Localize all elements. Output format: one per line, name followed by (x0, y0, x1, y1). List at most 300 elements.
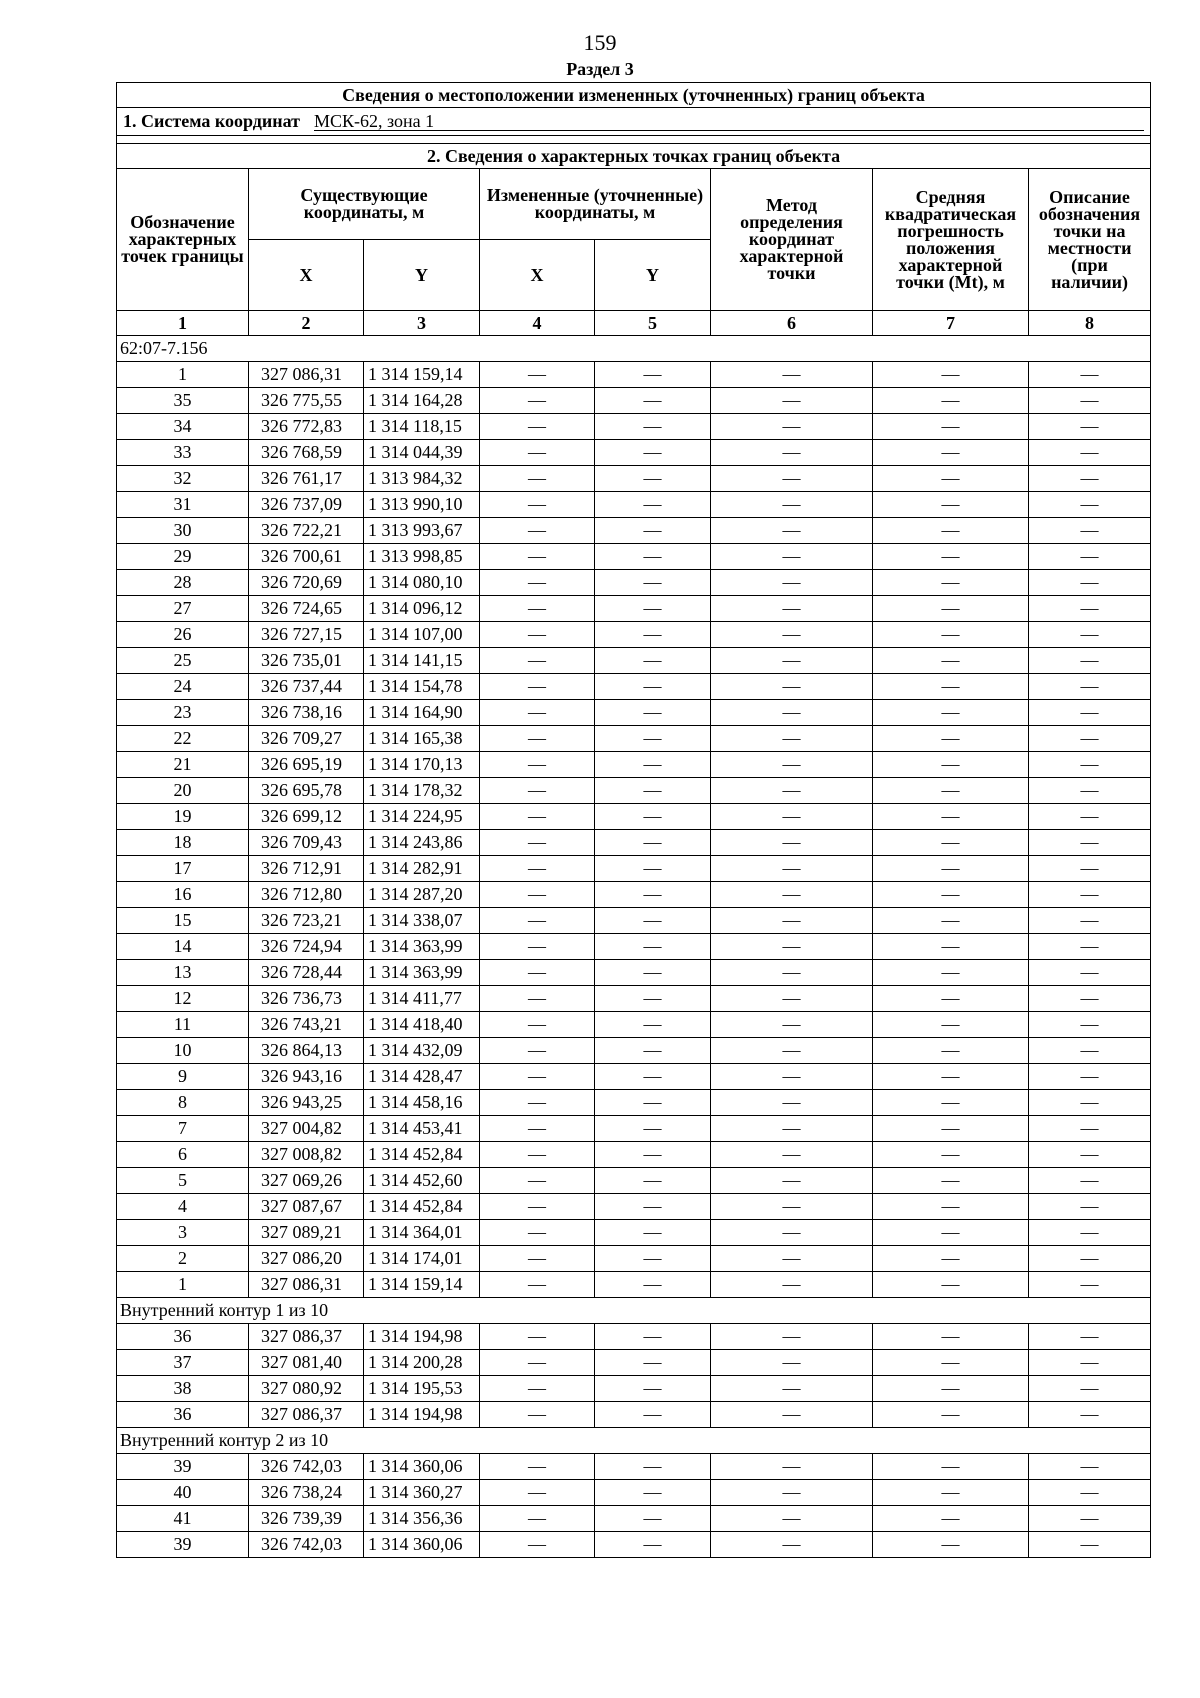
changed-y: — (595, 804, 711, 830)
existing-x: 326 700,61 (249, 544, 364, 570)
changed-x: — (480, 1402, 595, 1428)
description: — (1029, 726, 1151, 752)
existing-x: 326 712,80 (249, 882, 364, 908)
changed-x: — (480, 1246, 595, 1272)
point-id: 37 (117, 1350, 249, 1376)
description: — (1029, 700, 1151, 726)
point-id: 34 (117, 414, 249, 440)
table-row (117, 492, 1151, 518)
existing-y: 1 314 411,77 (364, 986, 480, 1012)
description: — (1029, 1376, 1151, 1402)
point-id: 12 (117, 986, 249, 1012)
table-row (117, 414, 1151, 440)
method: — (711, 466, 873, 492)
table-row (117, 596, 1151, 622)
points-title: 2. Сведения о характерных точках границ объекта (117, 144, 1151, 169)
changed-y: — (595, 1350, 711, 1376)
error-mt: — (873, 856, 1029, 882)
point-id: 26 (117, 622, 249, 648)
changed-y: — (595, 1506, 711, 1532)
point-id: 39 (117, 1454, 249, 1480)
existing-x: 326 943,16 (249, 1064, 364, 1090)
method: — (711, 1038, 873, 1064)
section-title: Раздел 3 (566, 59, 634, 79)
header-changed-x: X (480, 240, 595, 311)
changed-x: — (480, 1480, 595, 1506)
existing-x: 326 720,69 (249, 570, 364, 596)
existing-y: 1 313 984,32 (364, 466, 480, 492)
changed-y: — (595, 466, 711, 492)
changed-y: — (595, 388, 711, 414)
method: — (711, 700, 873, 726)
changed-x: — (480, 466, 595, 492)
error-mt: — (873, 908, 1029, 934)
error-mt: — (873, 1116, 1029, 1142)
changed-y: — (595, 648, 711, 674)
existing-y: 1 314 044,39 (364, 440, 480, 466)
error-mt: — (873, 752, 1029, 778)
existing-x: 326 722,21 (249, 518, 364, 544)
point-id: 7 (117, 1116, 249, 1142)
changed-x: — (480, 414, 595, 440)
column-numbers-row (117, 311, 1151, 336)
column-number: 1 (117, 311, 249, 336)
method: — (711, 1012, 873, 1038)
description: — (1029, 1116, 1151, 1142)
point-id: 17 (117, 856, 249, 882)
table-row (117, 388, 1151, 414)
table-row (117, 1064, 1151, 1090)
table-row (117, 804, 1151, 830)
changed-y: — (595, 1090, 711, 1116)
method: — (711, 1376, 873, 1402)
point-id: 8 (117, 1090, 249, 1116)
existing-x: 327 086,31 (249, 362, 364, 388)
existing-x: 326 712,91 (249, 856, 364, 882)
changed-x: — (480, 1506, 595, 1532)
method: — (711, 908, 873, 934)
point-id: 28 (117, 570, 249, 596)
existing-x: 326 738,16 (249, 700, 364, 726)
header-changed: Измененные (уточненные) координаты, м (480, 169, 711, 240)
error-mt: — (873, 570, 1029, 596)
error-mt: — (873, 1246, 1029, 1272)
point-id: 2 (117, 1246, 249, 1272)
point-id: 11 (117, 1012, 249, 1038)
column-number: 3 (364, 311, 480, 336)
error-mt: — (873, 362, 1029, 388)
point-id: 23 (117, 700, 249, 726)
changed-y: — (595, 882, 711, 908)
changed-x: — (480, 1168, 595, 1194)
point-id: 6 (117, 1142, 249, 1168)
existing-x: 327 069,26 (249, 1168, 364, 1194)
point-id: 38 (117, 1376, 249, 1402)
existing-x: 326 736,73 (249, 986, 364, 1012)
error-mt: — (873, 1168, 1029, 1194)
error-mt: — (873, 1454, 1029, 1480)
existing-x: 327 089,21 (249, 1220, 364, 1246)
point-id: 41 (117, 1506, 249, 1532)
changed-x: — (480, 1038, 595, 1064)
table-row (117, 1168, 1151, 1194)
description: — (1029, 570, 1151, 596)
changed-x: — (480, 1064, 595, 1090)
changed-y: — (595, 1480, 711, 1506)
error-mt: — (873, 1012, 1029, 1038)
method: — (711, 596, 873, 622)
error-mt: — (873, 596, 1029, 622)
error-mt: — (873, 1506, 1029, 1532)
changed-x: — (480, 726, 595, 752)
table-row (117, 1402, 1151, 1428)
existing-x: 327 081,40 (249, 1350, 364, 1376)
error-mt: — (873, 960, 1029, 986)
table-row (117, 1532, 1151, 1558)
point-id: 27 (117, 596, 249, 622)
changed-y: — (595, 1402, 711, 1428)
table-row (117, 1272, 1151, 1298)
changed-x: — (480, 1220, 595, 1246)
header-error: Средняя квадратическая погрешность положения характерной точки (Mt), м (873, 169, 1029, 311)
method: — (711, 1116, 873, 1142)
existing-y: 1 314 360,06 (364, 1532, 480, 1558)
error-mt: — (873, 414, 1029, 440)
changed-y: — (595, 596, 711, 622)
table-row (117, 622, 1151, 648)
existing-x: 326 724,65 (249, 596, 364, 622)
existing-x: 327 086,20 (249, 1246, 364, 1272)
table-row (117, 700, 1151, 726)
changed-x: — (480, 544, 595, 570)
description: — (1029, 1012, 1151, 1038)
existing-y: 1 314 282,91 (364, 856, 480, 882)
error-mt: — (873, 648, 1029, 674)
changed-y: — (595, 518, 711, 544)
error-mt: — (873, 466, 1029, 492)
method: — (711, 1194, 873, 1220)
existing-x: 327 086,31 (249, 1272, 364, 1298)
method: — (711, 1402, 873, 1428)
group-row (117, 1428, 1151, 1454)
existing-y: 1 314 107,00 (364, 622, 480, 648)
existing-x: 326 724,94 (249, 934, 364, 960)
method: — (711, 674, 873, 700)
method: — (711, 440, 873, 466)
column-number: 5 (595, 311, 711, 336)
existing-y: 1 314 195,53 (364, 1376, 480, 1402)
existing-y: 1 314 164,28 (364, 388, 480, 414)
changed-y: — (595, 1272, 711, 1298)
group-row (117, 336, 1151, 362)
method: — (711, 570, 873, 596)
existing-y: 1 313 993,67 (364, 518, 480, 544)
changed-x: — (480, 648, 595, 674)
changed-y: — (595, 934, 711, 960)
error-mt: — (873, 1324, 1029, 1350)
existing-x: 326 727,15 (249, 622, 364, 648)
description: — (1029, 1064, 1151, 1090)
method: — (711, 1246, 873, 1272)
changed-y: — (595, 856, 711, 882)
error-mt: — (873, 1402, 1029, 1428)
changed-y: — (595, 726, 711, 752)
existing-y: 1 314 287,20 (364, 882, 480, 908)
changed-x: — (480, 674, 595, 700)
changed-x: — (480, 1454, 595, 1480)
changed-y: — (595, 830, 711, 856)
error-mt: — (873, 388, 1029, 414)
changed-y: — (595, 1376, 711, 1402)
method: — (711, 1454, 873, 1480)
changed-y: — (595, 1038, 711, 1064)
error-mt: — (873, 934, 1029, 960)
changed-x: — (480, 778, 595, 804)
method: — (711, 388, 873, 414)
existing-y: 1 314 154,78 (364, 674, 480, 700)
header-designation: Обозначение характерных точек границы (117, 169, 249, 311)
header-existing-y: Y (364, 240, 480, 311)
table-row (117, 856, 1151, 882)
changed-y: — (595, 752, 711, 778)
changed-x: — (480, 388, 595, 414)
description: — (1029, 804, 1151, 830)
error-mt: — (873, 1480, 1029, 1506)
changed-y: — (595, 1324, 711, 1350)
description: — (1029, 1350, 1151, 1376)
changed-x: — (480, 492, 595, 518)
changed-x: — (480, 1012, 595, 1038)
header-description: Описание обозначения точки на местности (при наличии) (1029, 169, 1151, 311)
point-id: 31 (117, 492, 249, 518)
description: — (1029, 882, 1151, 908)
existing-y: 1 314 141,15 (364, 648, 480, 674)
point-id: 10 (117, 1038, 249, 1064)
point-id: 39 (117, 1532, 249, 1558)
existing-y: 1 314 165,38 (364, 726, 480, 752)
changed-y: — (595, 778, 711, 804)
description: — (1029, 1246, 1151, 1272)
existing-y: 1 314 452,60 (364, 1168, 480, 1194)
existing-y: 1 314 452,84 (364, 1142, 480, 1168)
table-row (117, 440, 1151, 466)
error-mt: — (873, 804, 1029, 830)
description: — (1029, 622, 1151, 648)
header-existing-x: X (249, 240, 364, 311)
existing-x: 326 768,59 (249, 440, 364, 466)
error-mt: — (873, 1350, 1029, 1376)
point-id: 36 (117, 1324, 249, 1350)
changed-y: — (595, 960, 711, 986)
existing-y: 1 314 363,99 (364, 934, 480, 960)
existing-x: 326 772,83 (249, 414, 364, 440)
changed-y: — (595, 674, 711, 700)
table-row (117, 466, 1151, 492)
method: — (711, 960, 873, 986)
existing-x: 326 695,78 (249, 778, 364, 804)
description: — (1029, 752, 1151, 778)
error-mt: — (873, 1064, 1029, 1090)
point-id: 3 (117, 1220, 249, 1246)
table-row (117, 544, 1151, 570)
description: — (1029, 1402, 1151, 1428)
existing-x: 327 004,82 (249, 1116, 364, 1142)
point-id: 36 (117, 1402, 249, 1428)
page-number: 159 (583, 30, 617, 55)
existing-y: 1 314 194,98 (364, 1402, 480, 1428)
changed-x: — (480, 700, 595, 726)
table-row (117, 830, 1151, 856)
description: — (1029, 934, 1151, 960)
error-mt: — (873, 986, 1029, 1012)
table-row (117, 778, 1151, 804)
existing-y: 1 313 998,85 (364, 544, 480, 570)
existing-x: 326 735,01 (249, 648, 364, 674)
method: — (711, 622, 873, 648)
existing-y: 1 314 458,16 (364, 1090, 480, 1116)
existing-x: 326 723,21 (249, 908, 364, 934)
existing-y: 1 313 990,10 (364, 492, 480, 518)
table-title: Сведения о местоположении измененных (уточненных) границ объекта (117, 83, 1151, 108)
error-mt: — (873, 1376, 1029, 1402)
error-mt: — (873, 778, 1029, 804)
description: — (1029, 674, 1151, 700)
error-mt: — (873, 1532, 1029, 1558)
point-id: 25 (117, 648, 249, 674)
table-row (117, 726, 1151, 752)
method: — (711, 518, 873, 544)
description: — (1029, 986, 1151, 1012)
changed-x: — (480, 1324, 595, 1350)
existing-y: 1 314 164,90 (364, 700, 480, 726)
existing-x: 326 739,39 (249, 1506, 364, 1532)
description: — (1029, 466, 1151, 492)
existing-y: 1 314 224,95 (364, 804, 480, 830)
existing-x: 327 008,82 (249, 1142, 364, 1168)
method: — (711, 986, 873, 1012)
method: — (711, 1220, 873, 1246)
method: — (711, 1142, 873, 1168)
changed-y: — (595, 1454, 711, 1480)
changed-x: — (480, 622, 595, 648)
group-row (117, 1298, 1151, 1324)
error-mt: — (873, 1038, 1029, 1064)
point-id: 32 (117, 466, 249, 492)
changed-x: — (480, 1194, 595, 1220)
existing-x: 326 737,44 (249, 674, 364, 700)
existing-x: 327 086,37 (249, 1324, 364, 1350)
changed-x: — (480, 908, 595, 934)
changed-y: — (595, 1012, 711, 1038)
coord-system-row (117, 108, 1151, 136)
error-mt: — (873, 674, 1029, 700)
header-changed-y: Y (595, 240, 711, 311)
description: — (1029, 518, 1151, 544)
changed-x: — (480, 1376, 595, 1402)
description: — (1029, 778, 1151, 804)
description: — (1029, 388, 1151, 414)
existing-x: 326 775,55 (249, 388, 364, 414)
description: — (1029, 1454, 1151, 1480)
changed-y: — (595, 1168, 711, 1194)
changed-y: — (595, 414, 711, 440)
column-number: 2 (249, 311, 364, 336)
error-mt: — (873, 492, 1029, 518)
point-id: 5 (117, 1168, 249, 1194)
existing-y: 1 314 118,15 (364, 414, 480, 440)
existing-y: 1 314 428,47 (364, 1064, 480, 1090)
method: — (711, 934, 873, 960)
method: — (711, 882, 873, 908)
table-row (117, 648, 1151, 674)
changed-y: — (595, 440, 711, 466)
existing-y: 1 314 364,01 (364, 1220, 480, 1246)
existing-y: 1 314 096,12 (364, 596, 480, 622)
existing-y: 1 314 080,10 (364, 570, 480, 596)
error-mt: — (873, 518, 1029, 544)
changed-x: — (480, 1532, 595, 1558)
changed-y: — (595, 1246, 711, 1272)
table-row (117, 1116, 1151, 1142)
point-id: 24 (117, 674, 249, 700)
description: — (1029, 960, 1151, 986)
column-number: 6 (711, 311, 873, 336)
table-row (117, 1142, 1151, 1168)
description: — (1029, 1532, 1151, 1558)
method: — (711, 414, 873, 440)
error-mt: — (873, 1142, 1029, 1168)
description: — (1029, 1142, 1151, 1168)
error-mt: — (873, 1220, 1029, 1246)
method: — (711, 362, 873, 388)
method: — (711, 752, 873, 778)
method: — (711, 1090, 873, 1116)
error-mt: — (873, 1194, 1029, 1220)
changed-y: — (595, 544, 711, 570)
changed-x: — (480, 362, 595, 388)
existing-x: 327 086,37 (249, 1402, 364, 1428)
changed-x: — (480, 596, 595, 622)
existing-x: 326 709,43 (249, 830, 364, 856)
table-row (117, 1454, 1151, 1480)
point-id: 9 (117, 1064, 249, 1090)
error-mt: — (873, 1090, 1029, 1116)
header-method: Метод определения координат характерной точки (711, 169, 873, 311)
point-id: 33 (117, 440, 249, 466)
changed-x: — (480, 440, 595, 466)
error-mt: — (873, 440, 1029, 466)
method: — (711, 726, 873, 752)
method: — (711, 1064, 873, 1090)
existing-y: 1 314 338,07 (364, 908, 480, 934)
table-row (117, 934, 1151, 960)
existing-x: 326 738,24 (249, 1480, 364, 1506)
changed-x: — (480, 1090, 595, 1116)
method: — (711, 544, 873, 570)
point-id: 29 (117, 544, 249, 570)
existing-x: 326 742,03 (249, 1532, 364, 1558)
boundary-table (116, 82, 1151, 1558)
existing-y: 1 314 452,84 (364, 1194, 480, 1220)
changed-x: — (480, 934, 595, 960)
existing-y: 1 314 453,41 (364, 1116, 480, 1142)
changed-y: — (595, 1116, 711, 1142)
method: — (711, 856, 873, 882)
description: — (1029, 492, 1151, 518)
table-row (117, 986, 1151, 1012)
error-mt: — (873, 882, 1029, 908)
existing-x: 326 761,17 (249, 466, 364, 492)
